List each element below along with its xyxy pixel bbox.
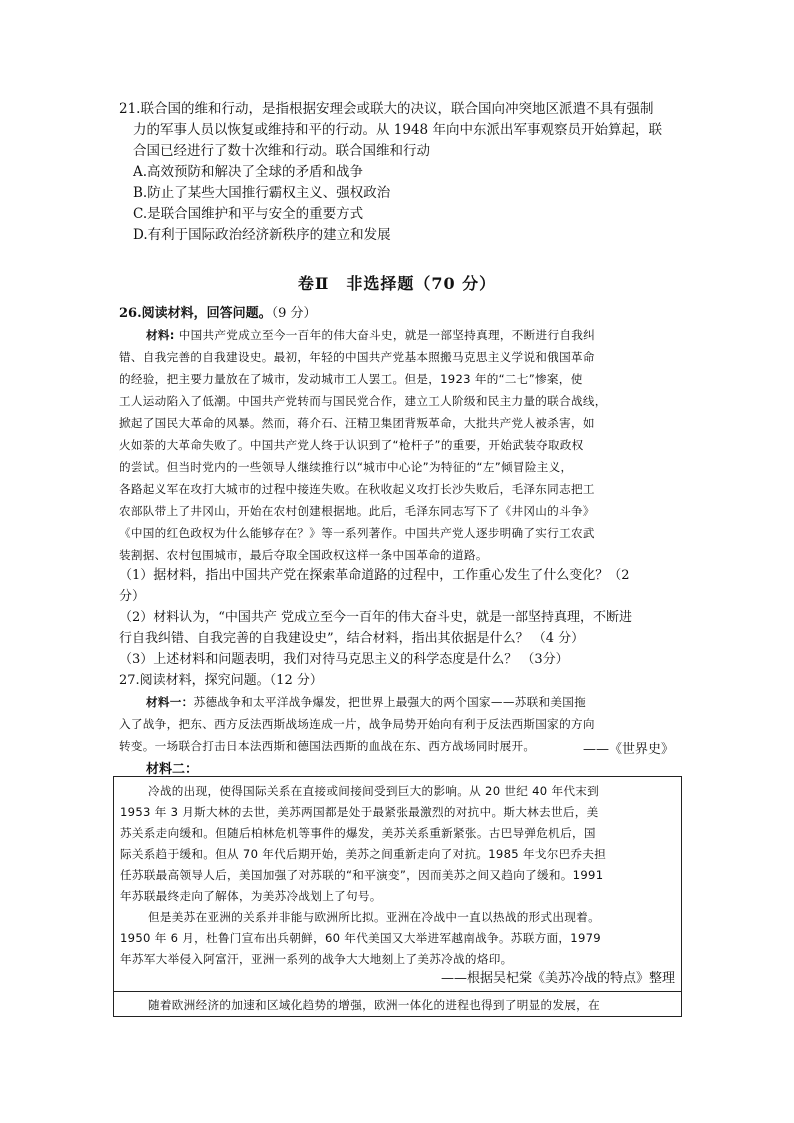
q27-material1-source: ——《世界史》 bbox=[582, 742, 674, 757]
q26-sub2-line1: （2）材料认为，“中国共产 党成立至今一百年的伟大奋斗史，就是一部坚持真理，不断进 bbox=[119, 610, 633, 625]
q26-title bbox=[119, 304, 317, 324]
q27-material2-label: 材料二： bbox=[146, 762, 199, 777]
q26-material-line: 各路起义军在攻打大城市的过程中接连失败。在秋收起义攻打长沙失败后，毛泽东同志把工 bbox=[119, 482, 595, 496]
q21-stem-line2: 力的军事人员以恢复或维持和平的行动。从 1948 年向中东派出军事观察员开始算起，联 bbox=[133, 122, 662, 138]
q27-material2-line: 年苏联最终走向了解体，为美苏冷战划上了句号。 bbox=[120, 889, 382, 903]
q26-title-text: 26.阅读材料，回答问题。 bbox=[119, 306, 272, 321]
q27-material2-box bbox=[113, 776, 682, 1017]
section-title: 卷Ⅱ 非选择题（70 分） bbox=[297, 274, 497, 293]
q26-sub1-line2: 分） bbox=[119, 589, 146, 604]
q26-title-score: （9 分） bbox=[271, 306, 317, 321]
q21-stem-line1: 21.联合国的维和行动，是指根据安理会或联大的决议，联合国向冲突地区派遣不具有强制 bbox=[119, 101, 654, 117]
q21-option-a: A.高效预防和解决了全球的矛盾和战争 bbox=[133, 164, 364, 180]
q27-title: 27.阅读材料，探究问题。（12 分） bbox=[119, 673, 323, 688]
q27-material2-line: 1950 年 6 月，杜鲁门宣布出兵朝鲜，60 年代美国又大举进军越南战争。苏联方面，1979 bbox=[120, 931, 601, 945]
q27-material2-line: 但是美苏在亚洲的关系并非能与欧洲所比拟。亚洲在冷战中一直以热战的形式出现着。 bbox=[148, 910, 600, 924]
q27-material1-line bbox=[146, 692, 586, 712]
q26-material-line: 火如荼的大革命失败了。中国共产党人终于认识到了“枪杆子”的重要，开始武装夺取政权 bbox=[119, 438, 584, 452]
q27-material1-label: 材料一： bbox=[146, 695, 194, 709]
q26-material-label: 材料: bbox=[146, 328, 175, 342]
q26-material-line: 的经验，把主要力量放在了城市，发动城市工人罢工。但是，1923 年的“二七”惨案，使 bbox=[119, 372, 583, 386]
q26-material-line: 的尝试。但当时党内的一些领导人继续推行以“城市中心论”为特征的“左”倾冒险主义， bbox=[119, 460, 573, 474]
q27-material2-line: 年苏军大举侵入阿富汗，亚洲一系列的战争大大地刻上了美苏冷战的烙印。 bbox=[120, 952, 513, 966]
q27-material1-text: 苏德战争和太平洋战争爆发，把世界上最强大的两个国家——苏联和美国拖 bbox=[193, 695, 587, 709]
q26-material-line: 掀起了国民大革命的风暴。然而，蒋介石、汪精卫集团背叛革命，大批共产党人被杀害，如 bbox=[119, 416, 595, 430]
q26-material-line: 《中国的红色政权为什么能够存在？》等一系列著作。中国共产党人逐步明确了实行工农武 bbox=[119, 526, 595, 540]
q26-sub2-line2: 行自我纠错、自我完善的自我建设史”，结合材料，指出其依据是什么？ （4 分） bbox=[119, 631, 585, 646]
q27-material2-line: 任苏联最高领导人后，美国加强了对苏联的“和平演变”，因而美苏之间又趋向了缓和。1991 bbox=[120, 868, 604, 882]
q21-option-b: B.防止了某些大国推行霸权主义、强权政治 bbox=[133, 185, 391, 201]
q21-option-d: D.有利于国际政治经济新秩序的建立和发展 bbox=[133, 227, 391, 243]
q26-material-text: 中国共产党成立至今一百年的伟大奋斗史，就是一部坚持真理，不断进行自我纠 bbox=[178, 328, 596, 342]
q27-material2-line: 1953 年 3 月斯大林的去世，美苏两国都是处于最紧张最激烈的对抗中。斯大林去世后，美 bbox=[120, 805, 599, 819]
q27-material1-line: 入了战争，把东、西方反法西斯战场连成一片，战争局势开始向有利于反法西斯国家的方向 bbox=[119, 717, 595, 731]
q21-stem-line3: 合国已经进行了数十次维和行动。联合国维和行动 bbox=[133, 143, 430, 159]
q26-material-line: 装割据、农村包围城市，最后夺取全国政权这样一条中国革命的道路。 bbox=[119, 548, 488, 562]
q21-option-c: C.是联合国维护和平与安全的重要方式 bbox=[133, 206, 364, 222]
q27-material2-source: ——根据吴杞棠《美苏冷战的特点》整理 bbox=[440, 971, 675, 986]
q27-material2-line: 冷战的出现，使得国际关系在直接或间接间受到巨大的影响。从 20 世纪 40 年代末到 bbox=[148, 784, 600, 798]
q26-sub1-line1: （1）据材料，指出中国共产党在探索革命道路的过程中，工作重心发生了什么变化？（2 bbox=[119, 568, 630, 583]
q26-material-line: 工人运动陷入了低潮。中国共产党转而与国民党合作，建立工人阶级和民主力量的联合战线， bbox=[119, 394, 607, 408]
q26-material-line bbox=[146, 325, 595, 345]
q26-material-line: 错、自我完善的自我建设史。最初，年轻的中国共产党基本照搬马克思主义学说和俄国革命 bbox=[119, 350, 595, 364]
box-divider bbox=[114, 991, 681, 992]
q27-material2-line: 际关系趋于缓和。但从 70 年代后期开始，美苏之间重新走向了对抗。1985 年戈尔巴乔夫担 bbox=[120, 847, 607, 861]
q27-material3-line: 随着欧洲经济的加速和区域化趋势的增强，欧洲一体化的进程也得到了明显的发展，在 bbox=[148, 998, 600, 1012]
q26-sub3: （3）上述材料和问题表明，我们对待马克思主义的科学态度是什么？ （3分） bbox=[119, 652, 569, 667]
q27-material2-line: 苏关系走向缓和。但随后柏林危机等事件的爆发，美苏关系重新紧张。古巴导弹危机后，国 bbox=[120, 826, 596, 840]
q26-material-line: 农部队带上了井冈山，开始在农村创建根据地。此后，毛泽东同志写下了《井冈山的斗争》 bbox=[119, 504, 595, 518]
q27-material1-line: 转变。一场联合打击日本法西斯和德国法西斯的血战在东、西方战场同时展开。 bbox=[119, 739, 536, 753]
